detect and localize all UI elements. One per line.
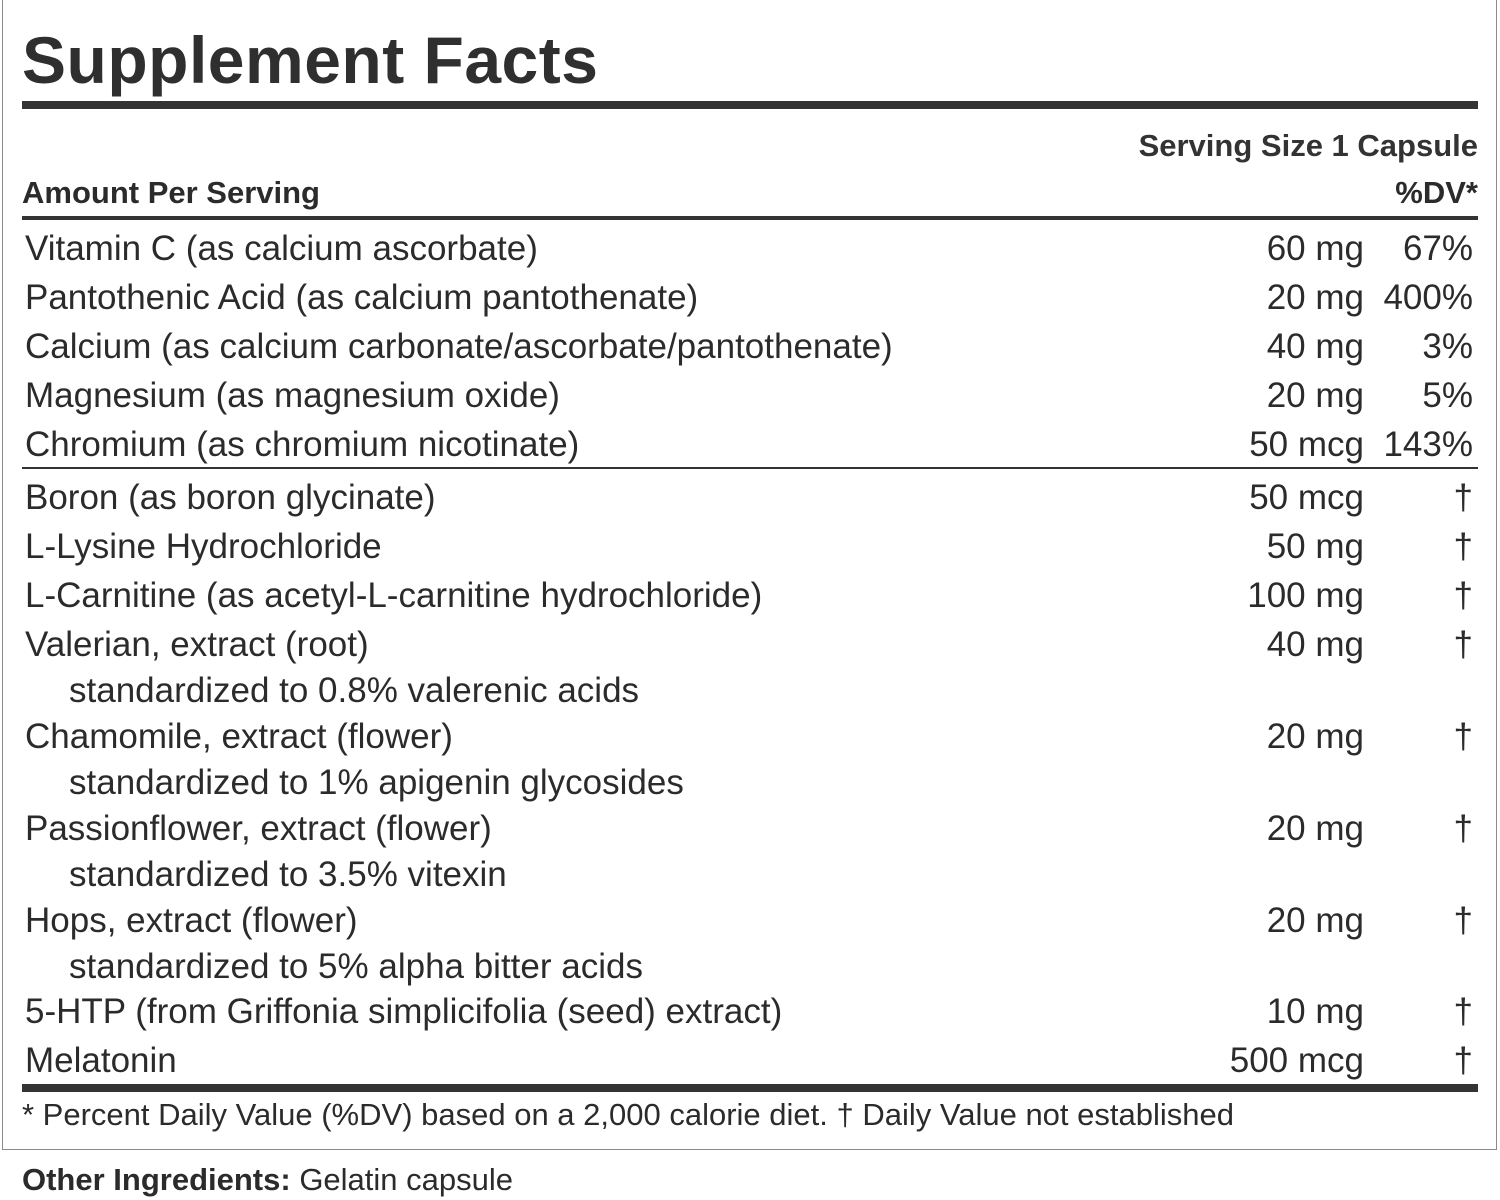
dagger-mark: † — [1453, 717, 1473, 756]
ingredient-amount: 500 mcg — [1229, 1041, 1364, 1080]
other-ingredients-label: Other Ingredients: — [22, 1162, 291, 1197]
nutrient-dv: 67% — [1402, 229, 1473, 268]
dagger-mark: † — [1453, 625, 1473, 664]
ingredient-row — [0, 1041, 1500, 1087]
dagger-mark: † — [1453, 527, 1473, 566]
dagger-mark: † — [1453, 901, 1473, 940]
nutrient-name: Calcium (as calcium carbonate/ascorbate/pantothenate) — [25, 327, 893, 366]
bottom-divider — [22, 1084, 1478, 1092]
title-divider — [22, 101, 1478, 109]
ingredient-row — [0, 809, 1500, 855]
nutrient-name: Magnesium (as magnesium oxide) — [25, 376, 560, 415]
dv-footnote: * Percent Daily Value (%DV) based on a 2,000 calorie diet. † Daily Value not established — [22, 1097, 1234, 1132]
dagger-mark: † — [1453, 576, 1473, 615]
nutrient-row — [0, 425, 1500, 471]
ingredient-row — [0, 576, 1500, 622]
standardization-note: standardized to 1% apigenin glycosides — [69, 763, 684, 802]
nutrient-amount: 20 mg — [1266, 376, 1364, 415]
nutrient-name: Chromium (as chromium nicotinate) — [25, 425, 580, 464]
nutrient-row — [0, 327, 1500, 373]
ingredient-row — [0, 478, 1500, 524]
ingredient-name: Passionflower, extract (flower) — [25, 809, 492, 848]
nutrient-amount: 40 mg — [1266, 327, 1364, 366]
ingredient-amount: 20 mg — [1266, 901, 1364, 940]
dagger-mark: † — [1453, 1041, 1473, 1080]
standardization-note: standardized to 5% alpha bitter acids — [69, 947, 643, 986]
ingredient-name: L-Lysine Hydrochloride — [25, 527, 382, 566]
nutrient-row — [0, 229, 1500, 275]
serving-size: Serving Size 1 Capsule — [1138, 128, 1478, 163]
standardization-note: standardized to 3.5% vitexin — [69, 855, 507, 894]
nutrient-dv: 5% — [1422, 376, 1473, 415]
ingredient-name: L-Carnitine (as acetyl-L-carnitine hydrochloride) — [25, 576, 763, 615]
ingredient-name: 5-HTP (from Griffonia simplicifolia (seed) extract) — [25, 992, 783, 1031]
ingredient-name: Chamomile, extract (flower) — [25, 717, 453, 756]
ingredient-amount: 20 mg — [1266, 809, 1364, 848]
ingredient-amount: 100 mg — [1247, 576, 1364, 615]
ingredient-row — [0, 901, 1500, 947]
nutrient-name: Pantothenic Acid (as calcium pantothenate) — [25, 278, 699, 317]
other-ingredients — [22, 1162, 513, 1198]
nutrient-name: Vitamin C (as calcium ascorbate) — [25, 229, 538, 268]
ingredient-row — [0, 717, 1500, 763]
ingredient-row — [0, 527, 1500, 573]
ingredient-amount: 40 mg — [1266, 625, 1364, 664]
nutrient-amount: 50 mcg — [1249, 425, 1364, 464]
nutrient-row — [0, 278, 1500, 324]
ingredient-amount: 20 mg — [1266, 717, 1364, 756]
dv-header: %DV* — [1395, 175, 1478, 210]
header-divider — [22, 216, 1478, 220]
standardization-note: standardized to 0.8% valerenic acids — [69, 671, 640, 710]
nutrient-dv: 143% — [1383, 425, 1473, 464]
ingredient-row — [0, 625, 1500, 671]
dagger-mark: † — [1453, 992, 1473, 1031]
ingredient-row — [0, 992, 1500, 1038]
nutrient-amount: 20 mg — [1266, 278, 1364, 317]
dagger-mark: † — [1453, 809, 1473, 848]
ingredient-amount: 50 mcg — [1249, 478, 1364, 517]
panel-title: Supplement Facts — [22, 23, 599, 97]
amount-per-serving-header: Amount Per Serving — [22, 175, 320, 210]
ingredient-name: Melatonin — [25, 1041, 177, 1080]
ingredient-name: Valerian, extract (root) — [25, 625, 369, 664]
nutrient-row — [0, 376, 1500, 422]
other-ingredients-value: Gelatin capsule — [290, 1162, 514, 1197]
ingredient-name: Boron (as boron glycinate) — [25, 478, 436, 517]
ingredient-amount: 10 mg — [1266, 992, 1364, 1031]
nutrient-dv: 400% — [1383, 278, 1473, 317]
dagger-mark: † — [1453, 478, 1473, 517]
section-divider — [22, 467, 1478, 469]
nutrient-amount: 60 mg — [1266, 229, 1364, 268]
ingredient-name: Hops, extract (flower) — [25, 901, 358, 940]
ingredient-amount: 50 mg — [1266, 527, 1364, 566]
nutrient-dv: 3% — [1422, 327, 1473, 366]
